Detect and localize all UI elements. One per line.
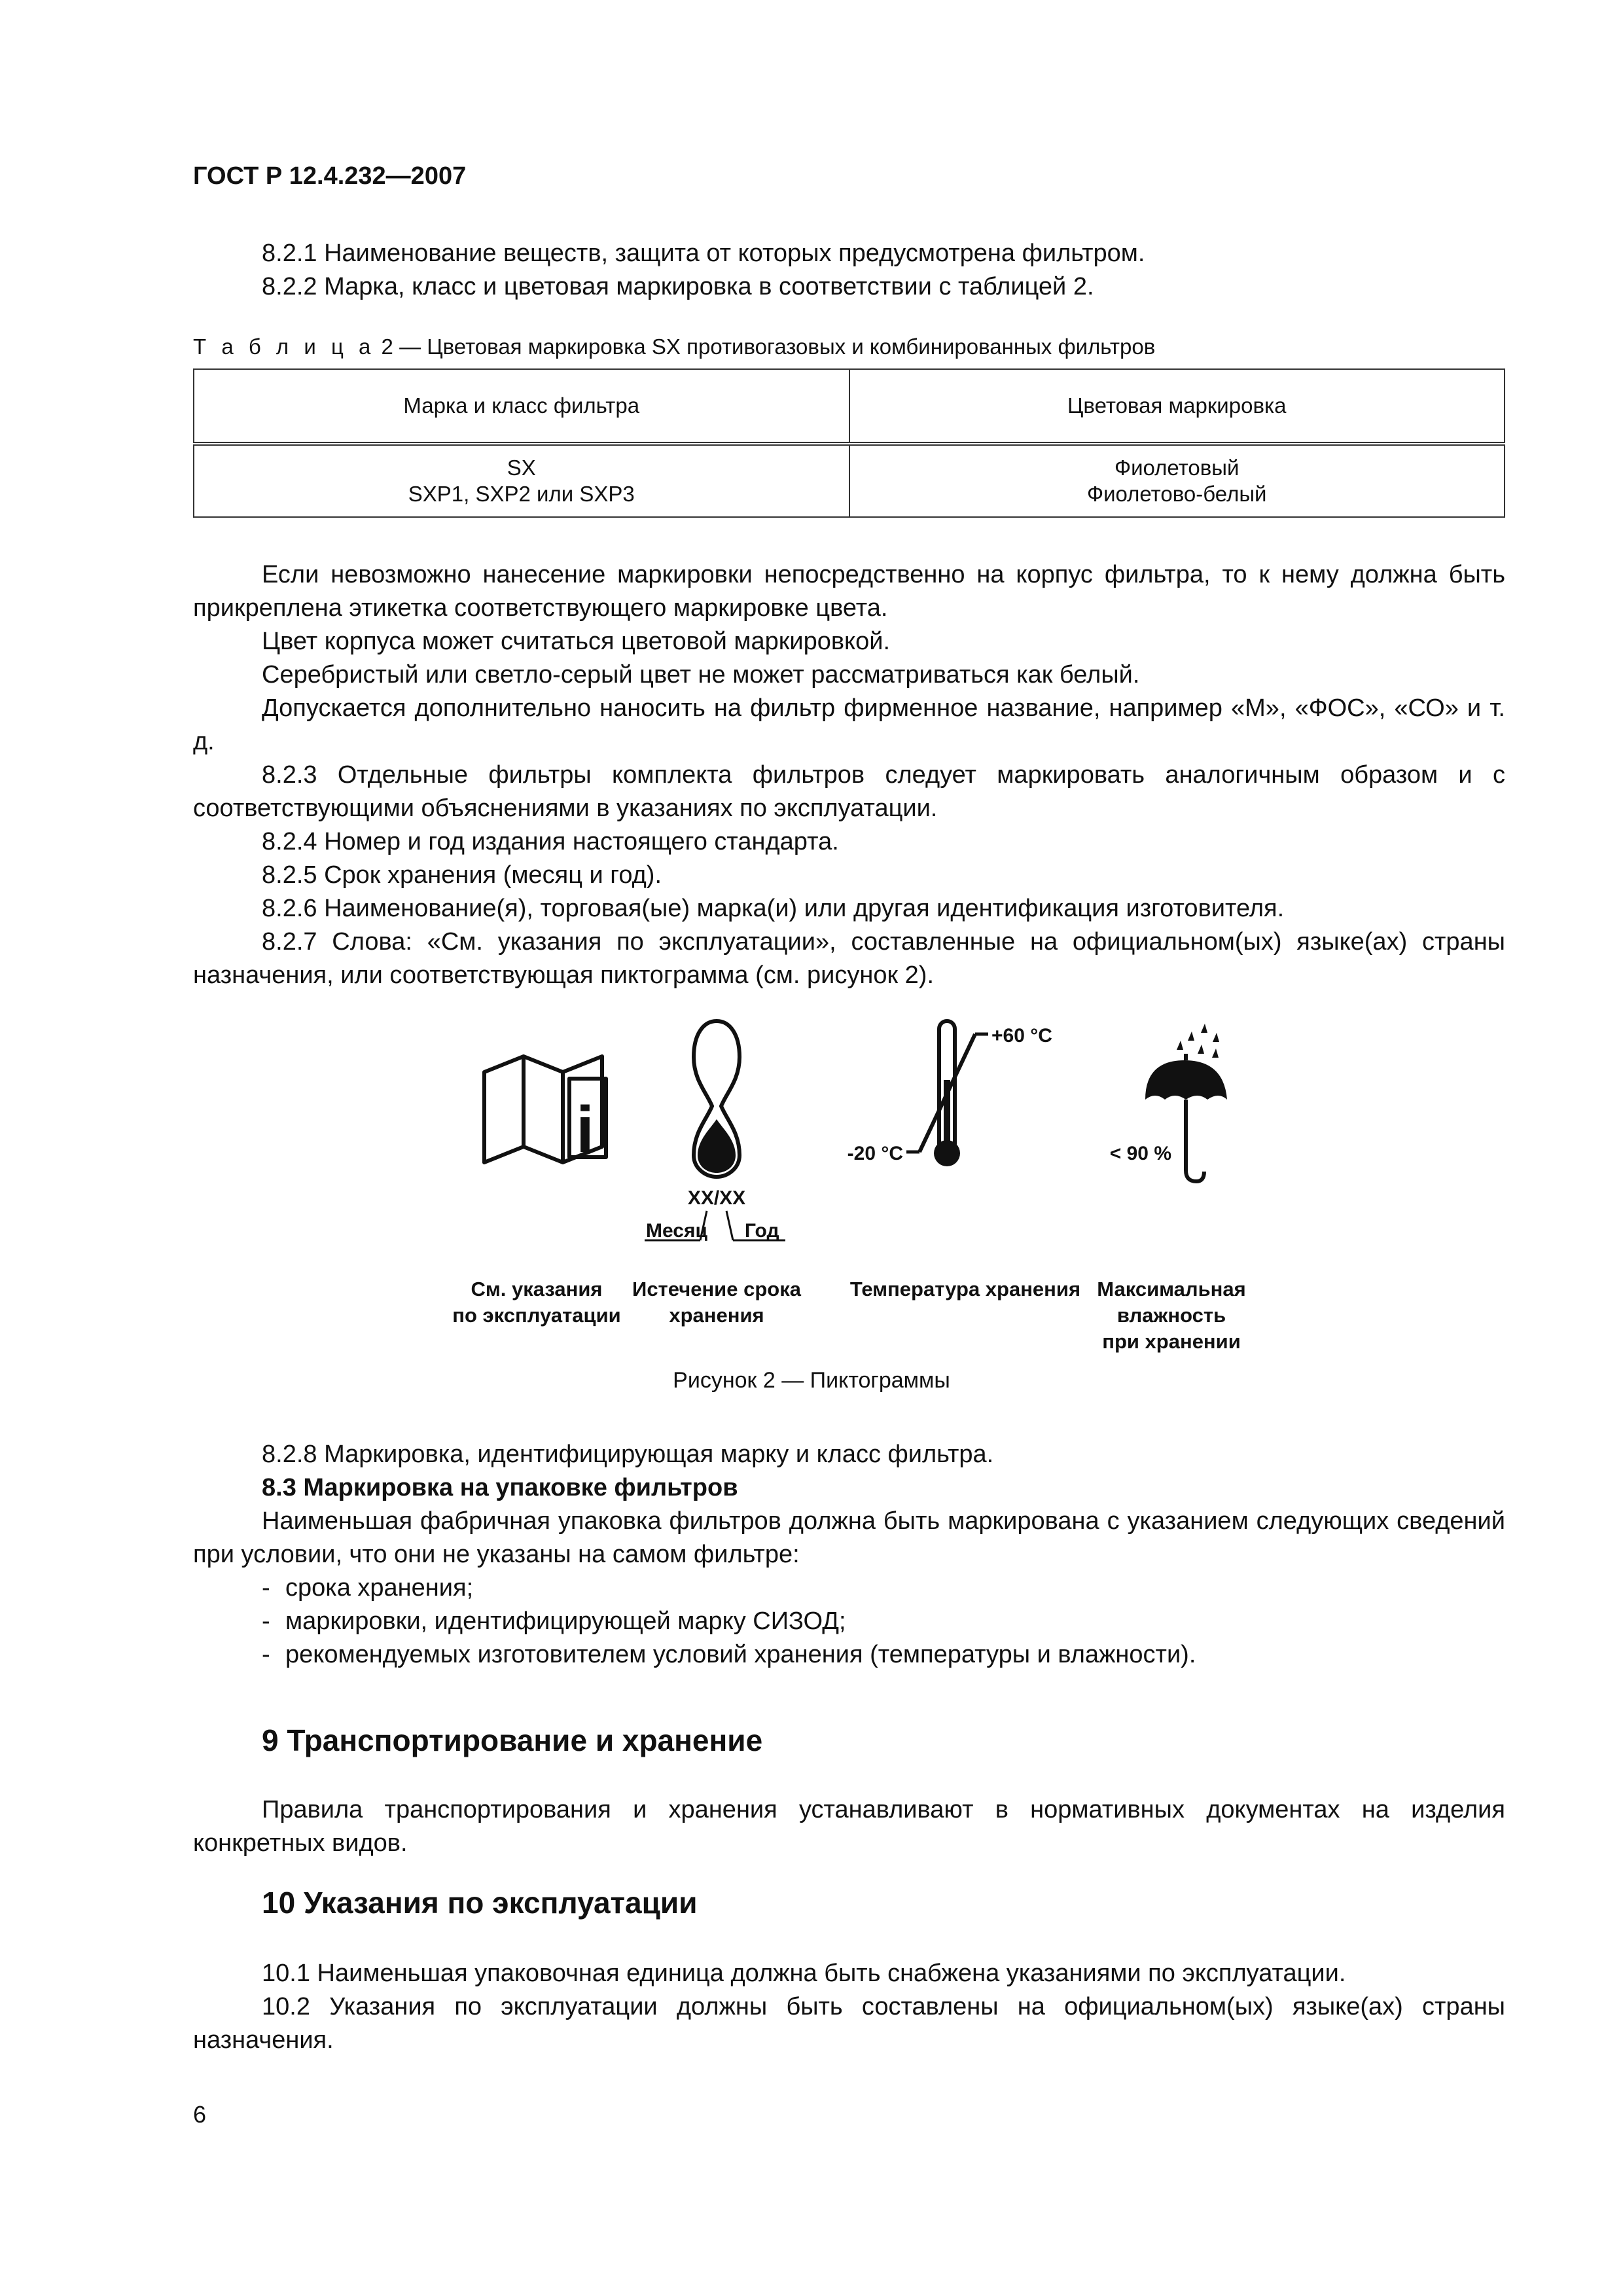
- hourglass-icon: [694, 1021, 740, 1177]
- color-marking-table: [193, 368, 1505, 518]
- item-8-2-2: 8.2.2 Марка, класс и цветовая маркировка в соответствии с таблицей 2.: [262, 273, 1094, 300]
- year-pointer: [726, 1211, 733, 1240]
- cell-color-line1: Фиолетовый: [1115, 456, 1240, 480]
- section-heading-10: 10 Указания по эксплуатации: [262, 1886, 698, 1920]
- figure-caption: Рисунок 2 — Пиктограммы: [673, 1368, 950, 1393]
- paragraph: Допускается дополнительно наносить на фильтр фирменное название, например «М», «ФОС», «СО» и т. д.: [193, 694, 1505, 755]
- paragraph: Если невозможно нанесение маркировки непосредственно на корпус фильтра, то к нему должна быть прикреплена этикетка соответствующего маркировке цвета.: [193, 561, 1505, 622]
- cell-color-line2: Фиолетово-белый: [1087, 482, 1267, 506]
- header-filter-mark: Марка и класс фильтра: [194, 369, 849, 444]
- list-dash: -: [262, 1641, 270, 1668]
- caption-humidity: [1060, 1276, 1283, 1355]
- table-row: [194, 444, 1505, 517]
- year-label: Год: [745, 1220, 779, 1242]
- table-caption-text: 2 — Цветовая маркировка SX противогазовых и комбинированных фильтров: [381, 334, 1156, 359]
- thermometer-icon: [906, 1021, 988, 1166]
- date-format-label: XX/XX: [687, 1187, 746, 1209]
- section-9-body: [193, 1793, 1505, 1860]
- caption-temperature: [841, 1276, 1090, 1302]
- book-info-letter: i: [576, 1093, 594, 1166]
- paragraph: 8.2.6 Наименование(я), торговая(ые) марка(и) или другая идентификация изготовителя.: [262, 895, 1285, 922]
- table-header-row: [194, 369, 1505, 444]
- paragraph: Серебристый или светло-серый цвет не может рассматриваться как белый.: [262, 661, 1140, 689]
- caption-manual-line2: по эксплуатации: [452, 1304, 621, 1327]
- cell-mark-line2: SXP1, SXP2 или SXP3: [408, 482, 635, 506]
- humidity-label: < 90 %: [1109, 1143, 1171, 1164]
- item-10-2: 10.2 Указания по эксплуатации должны быть составлены на официальном(ых) языке(ах) страны назначения.: [193, 1993, 1505, 2054]
- paragraph: 8.2.5 Срок хранения (месяц и год).: [262, 861, 662, 889]
- item-10-1: 10.1 Наименьшая упаковочная единица должна быть снабжена указаниями по эксплуатации.: [262, 1960, 1346, 1987]
- figure-2-pictograms: [0, 1001, 1623, 1420]
- table-caption-prefix: Т а б л и ц а: [193, 334, 376, 359]
- table-caption: [193, 334, 1155, 359]
- item-8-2-1: 8.2.1 Наименование веществ, защита от которых предусмотрена фильтром.: [262, 240, 1145, 267]
- section-8-2-8-and-8-3: [193, 1438, 1505, 1672]
- list-item: [193, 1605, 1505, 1638]
- list-item-text: маркировки, идентифицирующей марку СИЗОД;: [285, 1607, 846, 1635]
- page-number: 6: [193, 2101, 207, 2128]
- list-item-text: рекомендуемых изготовителем условий хранения (температуры и влажности).: [285, 1641, 1196, 1668]
- temp-min-label: -20 °C: [847, 1143, 903, 1164]
- section-10-body: [193, 1957, 1505, 2057]
- paragraph-9: Правила транспортирования и хранения устанавливают в нормативных документах на изделия конкретных видов.: [193, 1796, 1505, 1857]
- caption-humidity-line3: при хранении: [1102, 1330, 1241, 1353]
- caption-expiry-line2: хранения: [669, 1304, 764, 1327]
- pictograms-svg: [419, 1001, 1283, 1263]
- intro-items: [193, 237, 1505, 304]
- paragraph-8-3: Наименьшая фабричная упаковка фильтров должна быть маркирована с указанием следующих сведений при условии, что они не указаны на самом фильтре:: [193, 1507, 1505, 1568]
- cell-filter-mark: [194, 444, 849, 517]
- paragraph: 8.2.7 Слова: «См. указания по эксплуатации», составленные на официальном(ых) языке(ах) страны назначения, или соответствующая пиктограмма (см. рисунок 2).: [193, 928, 1505, 989]
- caption-expiry-line1: Истечение срока: [632, 1278, 801, 1300]
- subsection-heading-8-3: 8.3 Маркировка на упаковке фильтров: [262, 1474, 738, 1501]
- cell-mark-line1: SX: [507, 456, 536, 480]
- caption-humidity-line1: Максимальная: [1097, 1278, 1246, 1300]
- list-dash: -: [262, 1607, 270, 1635]
- caption-temperature-line1: Температура хранения: [849, 1278, 1081, 1300]
- caption-expiry: [605, 1276, 828, 1329]
- temp-max-label: +60 °C: [991, 1025, 1052, 1047]
- paragraph: 8.2.4 Номер и год издания настоящего стандарта.: [262, 828, 839, 855]
- paragraph: 8.2.3 Отдельные фильтры комплекта фильтров следует маркировать аналогичным образом и с соответствующими объяснениями в указаниях по эксплуатации.: [193, 761, 1505, 822]
- item-8-2-8: 8.2.8 Маркировка, идентифицирующая марку и класс фильтра.: [262, 1441, 994, 1468]
- list-item: [193, 1571, 1505, 1605]
- caption-humidity-line2: влажность: [1116, 1304, 1226, 1327]
- header-color-marking: Цветовая маркировка: [849, 369, 1505, 444]
- month-label: Месяц: [646, 1220, 707, 1242]
- caption-manual-line1: См. указания: [471, 1278, 603, 1300]
- list-item-text: срока хранения;: [285, 1574, 474, 1602]
- paragraphs-after-table: [193, 558, 1505, 992]
- list-dash: -: [262, 1574, 270, 1602]
- list-item: [193, 1638, 1505, 1672]
- cell-color-marking: [849, 444, 1505, 517]
- paragraph: Цвет корпуса может считаться цветовой маркировкой.: [262, 628, 891, 655]
- section-heading-9: 9 Транспортирование и хранение: [262, 1723, 763, 1757]
- document-code: ГОСТ Р 12.4.232—2007: [193, 162, 467, 190]
